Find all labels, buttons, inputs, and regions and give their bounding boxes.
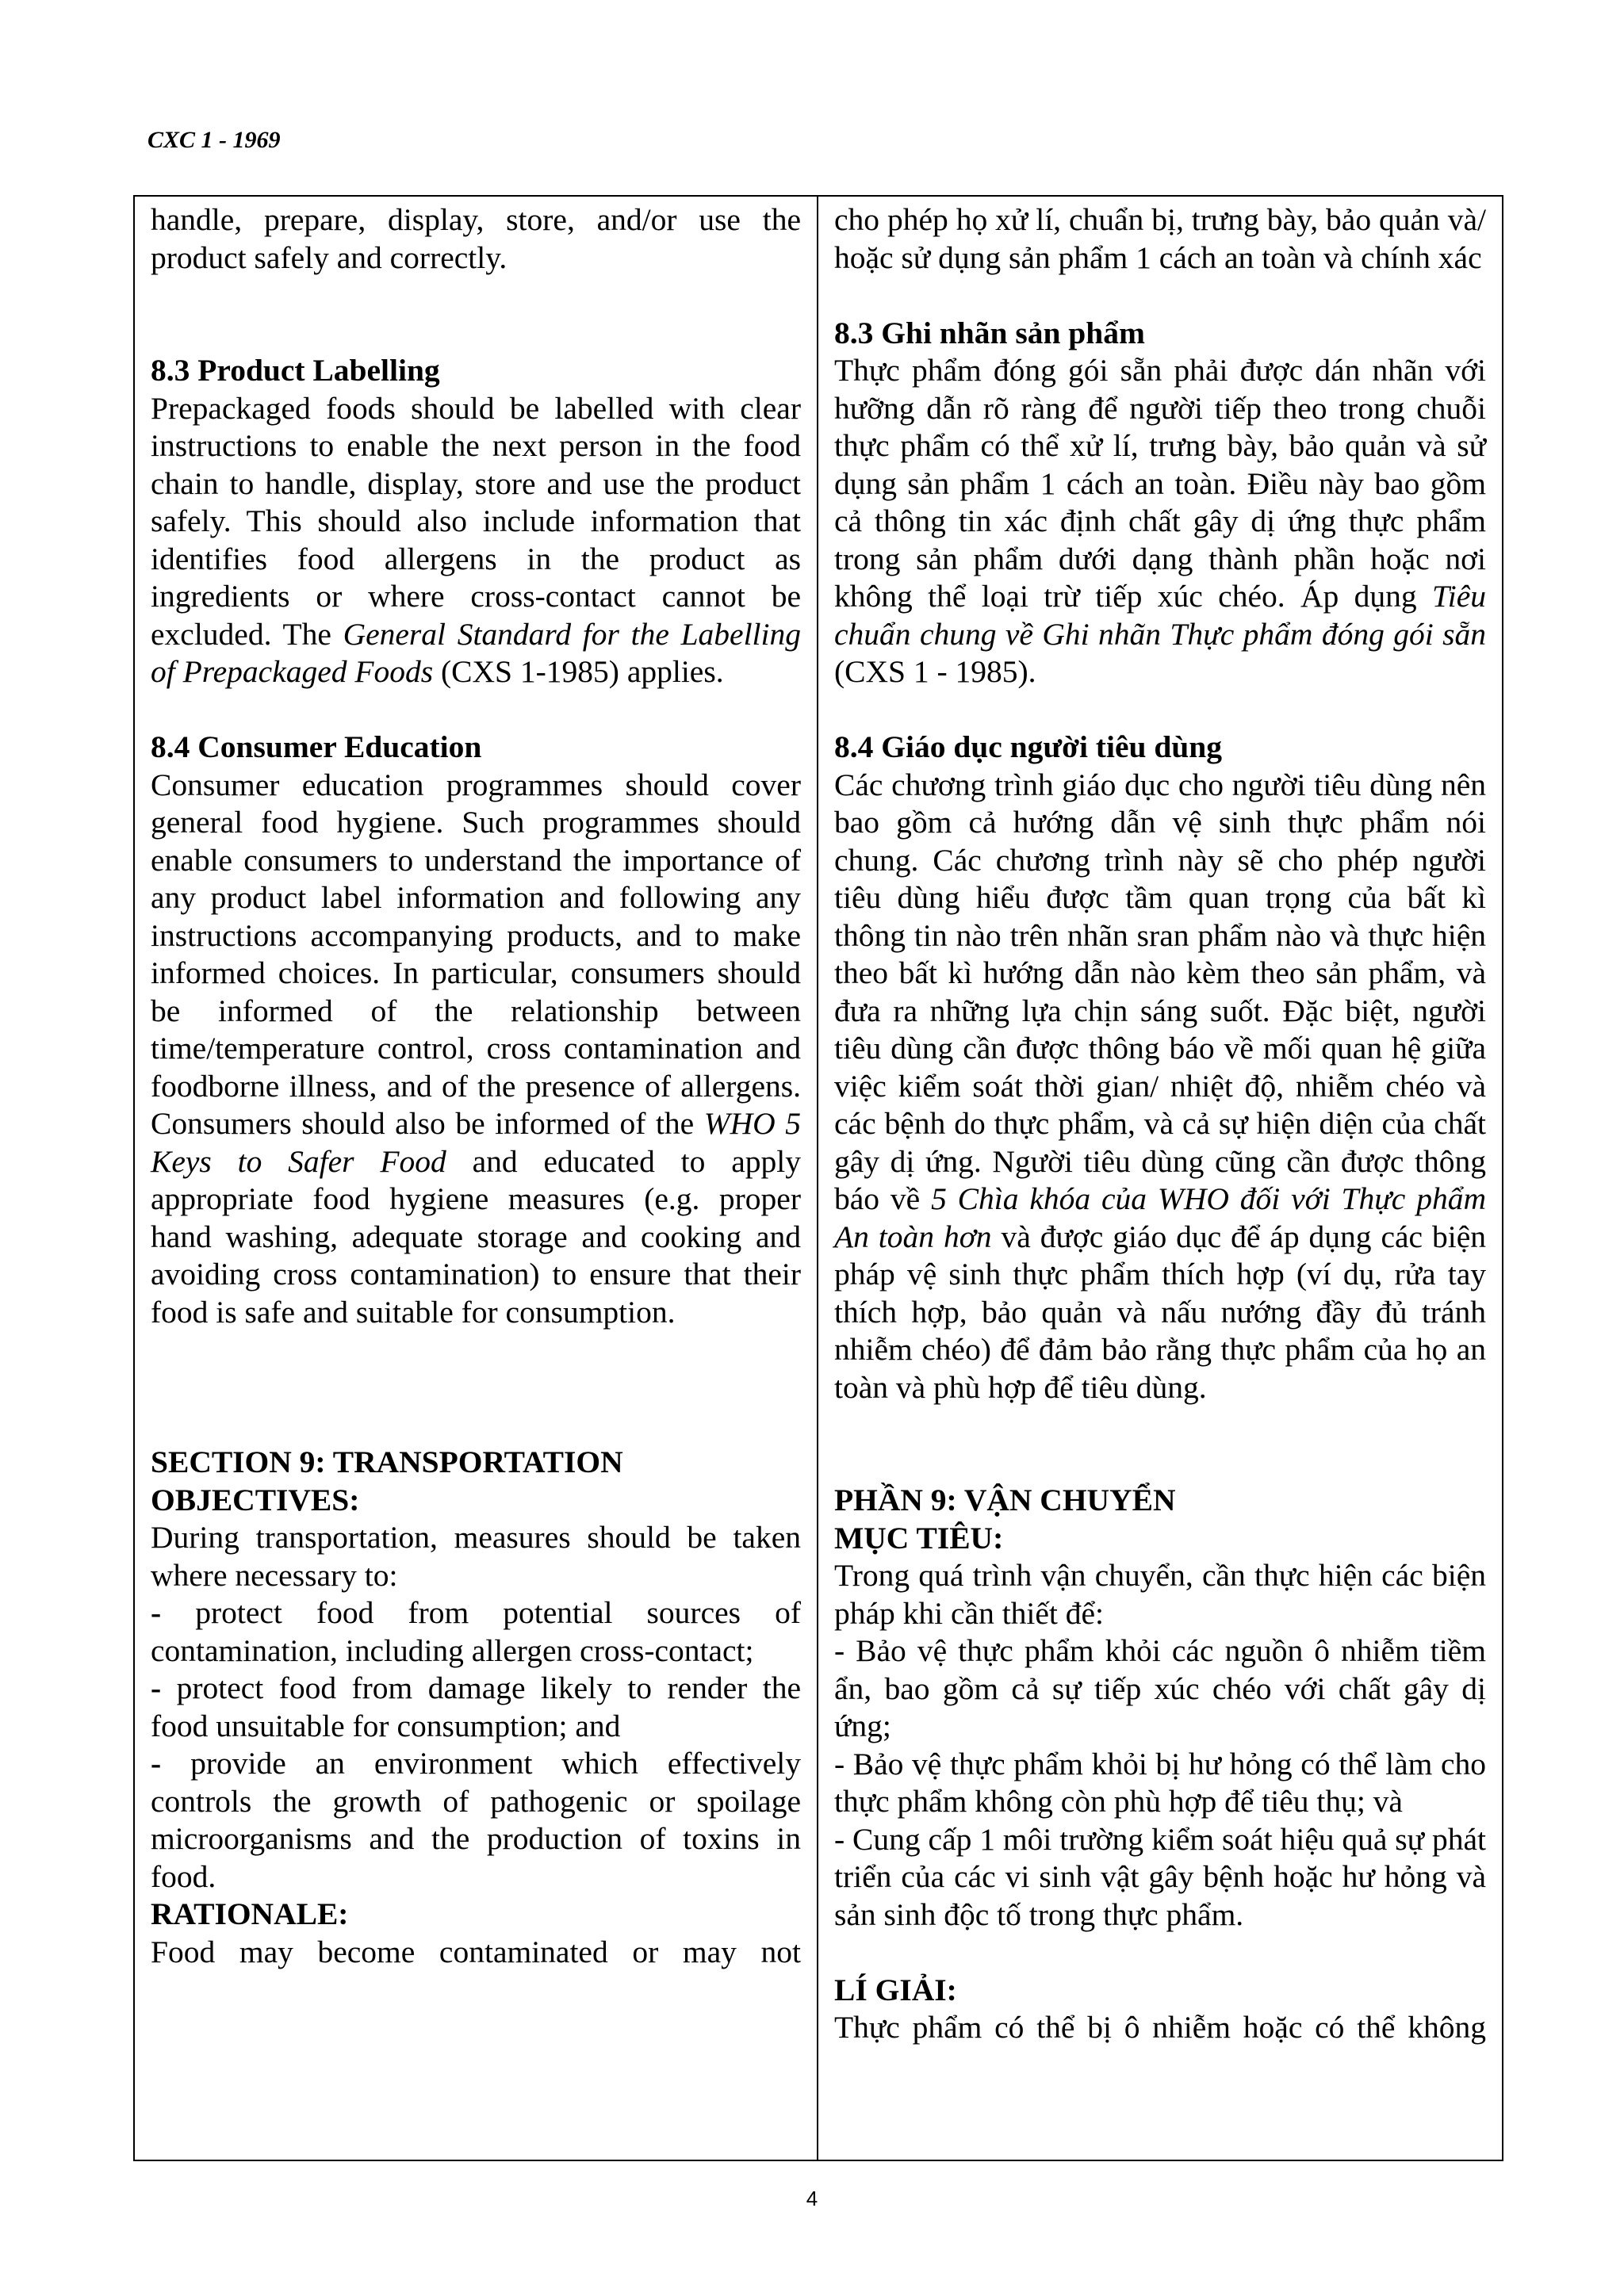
- vietnamese-s83-standard-title: Tiêu chuẩn chung về Ghi nhãn Thực phẩm đóng gói sẵn: [834, 579, 1486, 652]
- vietnamese-s83-text-a: Thực phẩm đóng gói sẵn phải được dán nhãn với hưỡng dẫn rõ ràng để người tiếp theo trong chuỗi thực phẩm có thể xử lí, trưng bày, bảo quản và sử dụng sản phẩm 1 cách an toàn. Điều này bao gồm cả thông tin xác định chất gây dị ứng thực phẩm trong sản phẩm dưới dạng thành phần hoặc nơi không thể loại trừ tiếp xúc chéo. Áp dụng: [834, 353, 1486, 614]
- english-s83-text-a: Prepackaged foods should be labelled with clear instructions to enable the next person in the food chain to handle, display, store and use the product safely. This should also include information that identifies food allergens in the product as ingredients or where cross-contact cannot be excluded. The: [151, 390, 801, 652]
- english-section-8-3-title: 8.3 Product Labelling: [151, 353, 440, 388]
- bilingual-table: [133, 195, 1503, 2161]
- english-section-8-3-body: [151, 390, 801, 691]
- vietnamese-s84-who-keys: 5 Chìa khóa của WHO đối với Thực phẩm An toàn hơn: [834, 1181, 1486, 1254]
- english-section-9-title: SECTION 9: TRANSPORTATION: [151, 1445, 623, 1479]
- vietnamese-column: [818, 197, 1502, 2160]
- vietnamese-section-8-4-body: [834, 767, 1486, 1407]
- vietnamese-objectives-title: MỤC TIÊU:: [834, 1520, 1004, 1556]
- english-objectives-title: OBJECTIVES:: [151, 1482, 360, 1517]
- english-column: [135, 197, 818, 2160]
- english-section-8-4-title: 8.4 Consumer Education: [151, 729, 482, 764]
- english-intro: handle, prepare, display, store, and/or use the product safely and correctly.: [151, 202, 801, 275]
- english-section-8-4-body: [151, 767, 801, 1332]
- english-s84-who-keys: WHO 5 Keys to Safer Food: [151, 1106, 801, 1179]
- english-bullet-3-text: provide an environment which effectively controls the growth of pathogenic or spoilage microorganisms and the production of toxins in food.: [151, 1746, 801, 1894]
- vietnamese-s83-text-b: (CXS 1 - 1985).: [834, 654, 1036, 689]
- vietnamese-bullet-1: - Bảo vệ thực phẩm khỏi các nguồn ô nhiễm tiềm ẩn, bao gồm cả sự tiếp xúc chéo với chất gây dị ứng;: [834, 1633, 1486, 1743]
- document-code-header: CXC 1 - 1969: [147, 127, 281, 153]
- english-bullet-1: - protect food from potential sources of contamination, including allergen cross-contact;: [151, 1595, 801, 1668]
- vietnamese-section-9-title: PHẦN 9: VẬN CHUYỂN: [834, 1483, 1176, 1517]
- vietnamese-rationale-title: LÍ GIẢI:: [834, 1972, 957, 2007]
- english-s83-text-b: (CXS 1-1985) applies.: [433, 654, 724, 689]
- vietnamese-s84-text-a: Các chương trình giáo dục cho người tiêu dùng nên bao gồm cả hướng dẫn vệ sinh thực phẩm nói chung. Các chương trình này sẽ cho phép người tiêu dùng hiểu được tầm quan trọng của bất kì thông tin nào trên nhãn sran phẩm nào và thực hiện theo bất kì hướng dẫn nào kèm theo sản phẩm, và đưa ra những lựa chịn sáng suốt. Đặc biệt, người tiêu dùng cần được thông báo về mối quan hệ giữa việc kiểm soát thời gian/ nhiệt độ, nhiễm chéo và các bệnh do thực phẩm, và cả sự hiện diện của chất gây dị ứng. Người tiêu dùng cũng cần được thông báo về: [834, 767, 1486, 1216]
- vietnamese-section-8-4-title: 8.4 Giáo dục người tiêu dùng: [834, 729, 1222, 764]
- english-bullet-2-text: protect food from damage likely to render the food unsuitable for consumption; and: [151, 1670, 801, 1743]
- english-s84-text-a: Consumer education programmes should cover general food hygiene. Such programmes should enable consumers to understand the importance of any product label information and following any instructions accompanying products, and to make informed choices. In particular, consumers should be informed of the relationship between time/temperature control, cross contamination and foodborne illness, and of the presence of allergens. Consumers should also be informed of the: [151, 767, 801, 1141]
- vietnamese-bullet-2: - Bảo vệ thực phẩm khỏi bị hư hỏng có thể làm cho thực phẩm không còn phù hợp để tiêu thụ; và: [834, 1746, 1486, 1819]
- vietnamese-intro: cho phép họ xử lí, chuẩn bị, trưng bày, bảo quản và/ hoặc sử dụng sản phẩm 1 cách an toàn và chính xác: [834, 202, 1486, 275]
- english-objectives-intro: During transportation, measures should be taken where necessary to:: [151, 1520, 801, 1593]
- english-rationale-body: Food may become contaminated or may not: [151, 1934, 801, 1969]
- english-bullet-2: - protect food from damage likely to render the food unsuitable for consumption; and: [151, 1670, 801, 1743]
- vietnamese-rationale-body: Thực phẩm có thể bị ô nhiễm hoặc có thể không: [834, 2010, 1486, 2045]
- english-bullet-1-text: protect food from potential sources of contamination, including allergen cross-contact;: [151, 1595, 801, 1668]
- vietnamese-bullet-3: - Cung cấp 1 môi trường kiểm soát hiệu quả sự phát triển của các vi sinh vật gây bệnh hoặc hư hỏng và sản sinh độc tố trong thực phẩm.: [834, 1821, 1486, 1932]
- vietnamese-section-8-3-body: [834, 352, 1486, 691]
- vietnamese-objectives-intro: Trong quá trình vận chuyển, cần thực hiện các biện pháp khi cần thiết để:: [834, 1558, 1486, 1631]
- vietnamese-s84-text-b: và được giáo dục để áp dụng các biện pháp vệ sinh thực phẩm thích hợp (ví dụ, rửa tay thích hợp, bảo quản và nấu nướng đầy đủ tránh nhiễm chéo) để đảm bảo rằng thực phẩm của họ an toàn và phù hợp để tiêu dùng.: [834, 1219, 1486, 1405]
- vietnamese-section-8-3-title: 8.3 Ghi nhãn sản phẩm: [834, 315, 1145, 350]
- english-bullet-3: - provide an environment which effectively controls the growth of pathogenic or spoilage microorganisms and the production of toxins in food.: [151, 1746, 801, 1894]
- page-number: 4: [806, 2187, 818, 2210]
- english-rationale-title: RATIONALE:: [151, 1896, 349, 1931]
- english-s84-text-b: and educated to apply appropriate food hygiene measures (e.g. proper hand washing, adequate storage and cooking and avoiding cross contamination) to ensure that their food is safe and suitable for consumption.: [151, 1143, 801, 1330]
- english-s83-standard-title: General Standard for the Labelling of Prepackaged Foods: [151, 616, 801, 689]
